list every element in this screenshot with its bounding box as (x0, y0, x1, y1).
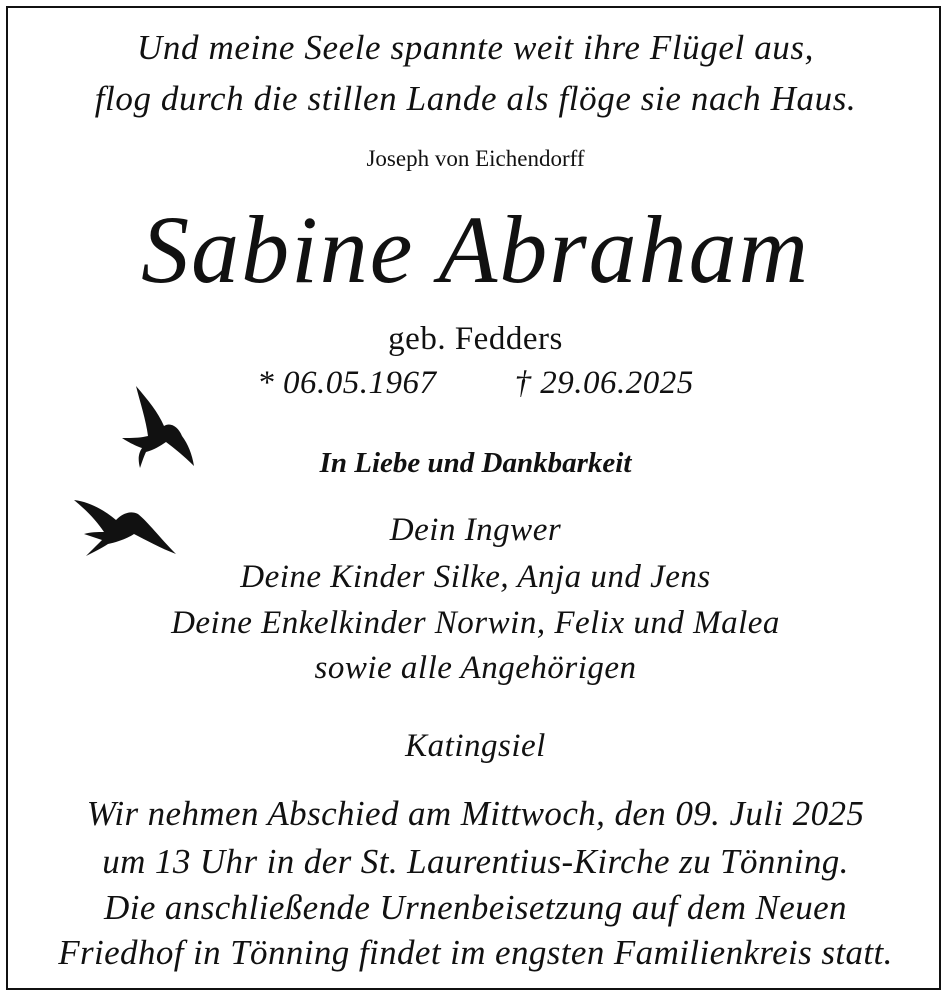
mourner-line: Deine Kinder Silke, Anja und Jens (240, 559, 711, 595)
dedication: In Liebe und Dankbarkeit (319, 447, 632, 479)
poem-line-2: flog durch die stillen Lande als flöge sie nach Haus. (94, 79, 857, 118)
birth-name: geb. Fedders (388, 321, 563, 357)
poem-author: Joseph von Eichendorff (366, 146, 585, 171)
mourner-line: Dein Ingwer (389, 512, 562, 548)
birth-date: * 06.05.1967 (257, 365, 437, 401)
farewell-line: um 13 Uhr in der St. Laurentius-Kirche zu Tönning. (102, 842, 849, 881)
mourner-line: sowie alle Angehörigen (314, 650, 637, 686)
place: Katingsiel (405, 728, 546, 764)
poem-line-1: Und meine Seele spannte weit ihre Flügel aus, (137, 28, 814, 67)
deceased-name: Sabine Abraham (141, 196, 810, 303)
death-date: † 29.06.2025 (514, 365, 694, 401)
farewell-line: Friedhof in Tönning findet im engsten Familienkreis statt. (58, 933, 893, 972)
farewell-line: Wir nehmen Abschied am Mittwoch, den 09. Juli 2025 (86, 794, 865, 833)
mourner-line: Deine Enkelkinder Norwin, Felix und Malea (171, 605, 780, 641)
farewell-line: Die anschließende Urnenbeisetzung auf dem Neuen (104, 888, 847, 927)
